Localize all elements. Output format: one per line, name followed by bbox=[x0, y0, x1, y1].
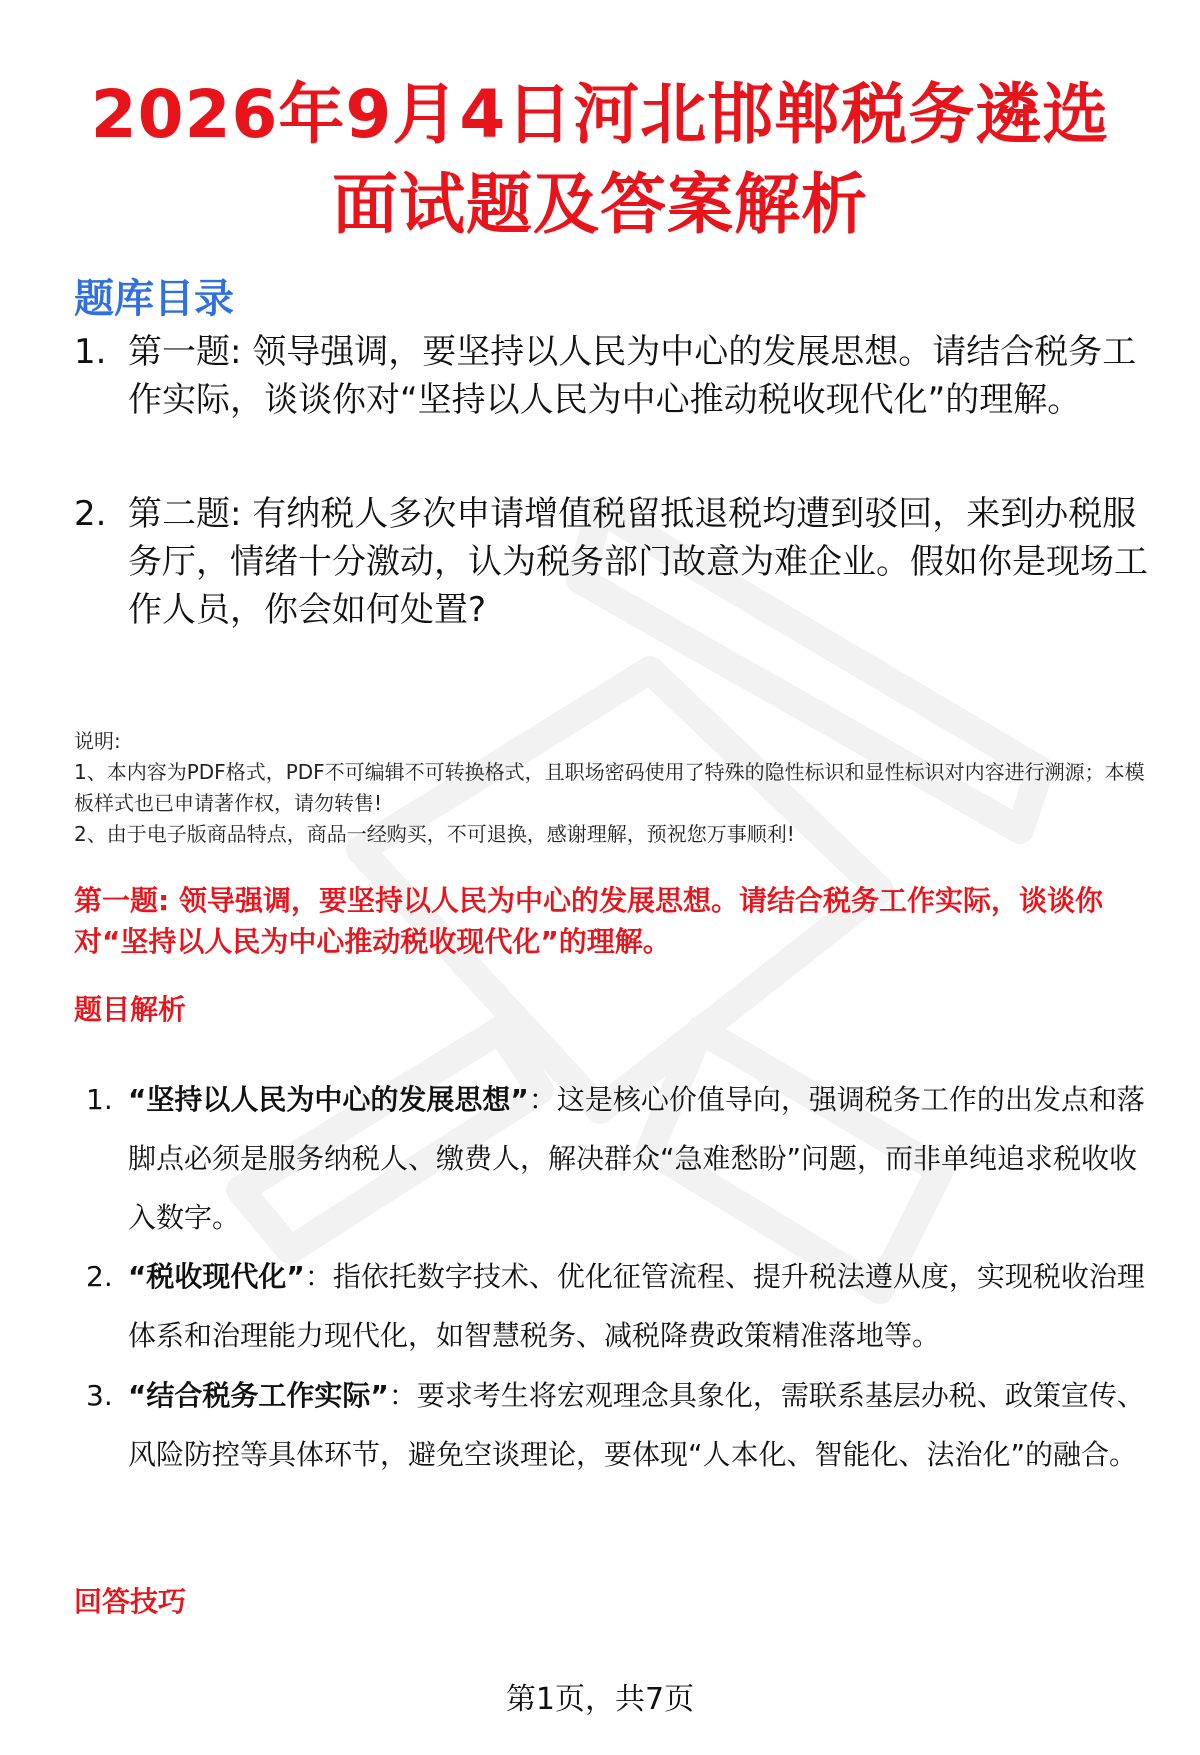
analysis-text: ：指依托数字技术、优化征管流程、提升税法遵从度，实现税收治理体系和治理能力现代化，如智慧税务、减税降费政策精准落地等。 bbox=[128, 1260, 1145, 1352]
analysis-item-number: 3. bbox=[86, 1379, 113, 1412]
toc-item[interactable] bbox=[74, 490, 1164, 634]
toc-item-text: 第二题: 有纳税人多次申请增值税留抵退税均遭到驳回，来到办税服务厅，情绪十分激动，认为税务部门故意为难企业。假如你是现场工作人员，你会如何处置? bbox=[128, 494, 1148, 630]
notes-label: 说明: bbox=[74, 729, 121, 753]
toc-item[interactable] bbox=[74, 328, 1164, 424]
toc-item-number: 1. bbox=[74, 332, 107, 372]
notes-line: 2、由于电子版商品特点，商品一经购买，不可退换，感谢理解，预祝您万事顺利! bbox=[74, 822, 795, 846]
page-footer: 第1页，共7页 bbox=[505, 1682, 695, 1717]
toc-item-text: 第一题: 领导强调，要坚持以人民为中心的发展思想。请结合税务工作实际，谈谈你对“坚持以人民为中心推动税收现代化”的理解。 bbox=[128, 332, 1137, 420]
analysis-item-body bbox=[128, 1247, 1146, 1365]
analysis-item-number: 1. bbox=[86, 1083, 113, 1116]
document-title: 2026年9月4日河北邯郸税务遴选面试题及答案解析 bbox=[90, 76, 1110, 243]
analysis-term: “税收现代化” bbox=[128, 1260, 305, 1293]
question-title: 第一题: 领导强调，要坚持以人民为中心的发展思想。请结合税务工作实际，谈谈你对“坚持以人民为中心推动税收现代化”的理解。 bbox=[74, 884, 1103, 958]
analysis-item bbox=[86, 1366, 1146, 1484]
toc-heading: 题库目录 bbox=[74, 276, 234, 322]
analysis-item bbox=[86, 1070, 1146, 1247]
analysis-term: “结合税务工作实际” bbox=[128, 1379, 389, 1412]
analysis-item-body bbox=[128, 1366, 1146, 1484]
analysis-item-body bbox=[128, 1070, 1146, 1247]
analysis-term: “坚持以人民为中心的发展思想” bbox=[128, 1083, 529, 1116]
analysis-item-number: 2. bbox=[86, 1260, 113, 1293]
notes-block bbox=[74, 726, 1164, 850]
tips-heading: 回答技巧 bbox=[74, 1585, 187, 1618]
analysis-heading: 题目解析 bbox=[74, 993, 187, 1026]
analysis-item bbox=[86, 1247, 1146, 1365]
toc-item-number: 2. bbox=[74, 494, 107, 534]
analysis-text: ：这是核心价值导向，强调税务工作的出发点和落脚点必须是服务纳税人、缴费人，解决群众“急难愁盼”问题，而非单纯追求税收收入数字。 bbox=[128, 1083, 1145, 1234]
analysis-text: ：要求考生将宏观理念具象化，需联系基层办税、政策宣传、风险防控等具体环节，避免空谈理论，要体现“人本化、智能化、法治化”的融合。 bbox=[128, 1379, 1145, 1471]
notes-line: 1、本内容为PDF格式，PDF不可编辑不可转换格式，且职场密码使用了特殊的隐性标识和显性标识对内容进行溯源；本模板样式也已申请著作权，请勿转售! bbox=[74, 760, 1145, 815]
